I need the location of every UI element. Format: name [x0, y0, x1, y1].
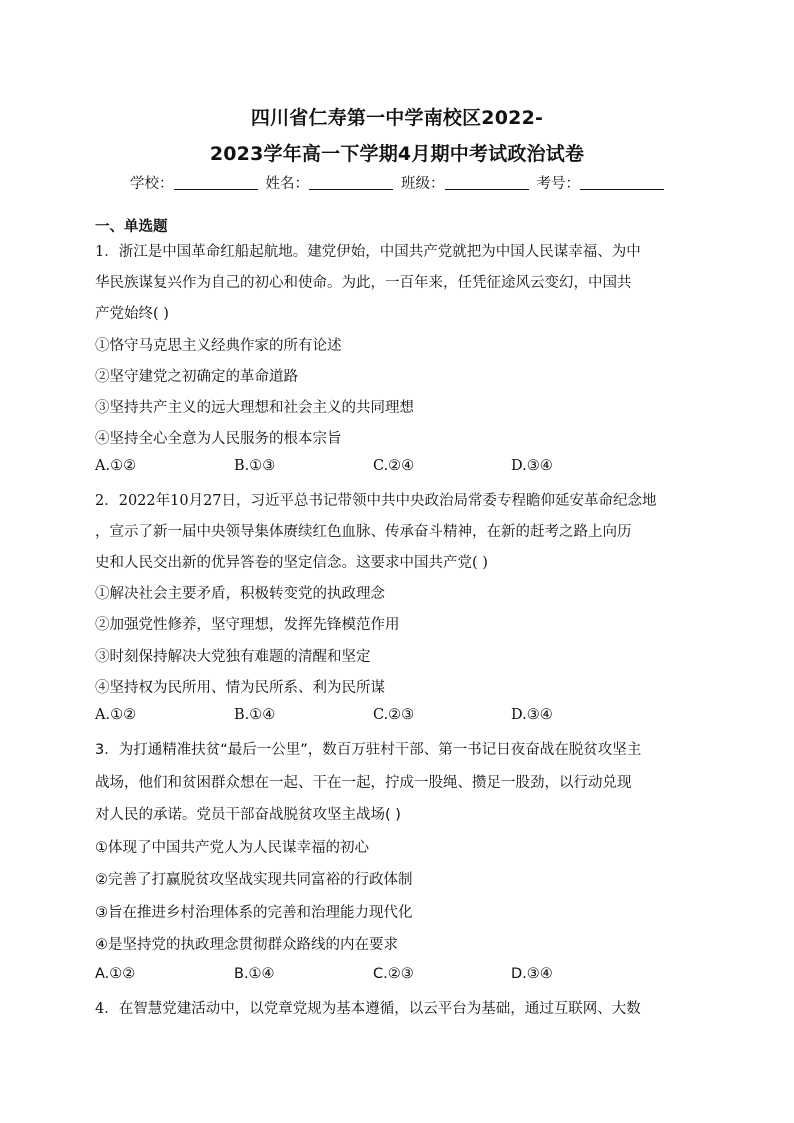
q3-item-2: ②完善了打赢脱贫攻坚战实现共同富裕的行政体制 [95, 872, 413, 888]
q3-stem-line1: 3．为打通精准扶贫“最后一公里”，数百万驻村干部、第一书记日夜奋战在脱贫攻坚主 [95, 742, 642, 758]
q1-option-a[interactable]: A.①② [95, 458, 137, 474]
q1-stem-line1: 1．浙江是中国革命红船起航地。建党伊始，中国共产党就把为中国人民谋幸福、为中 [95, 244, 641, 260]
q2-stem-line1: 2．2022年10月27日，习近平总书记带领中共中央政治局常委专程瞻仰延安革命纪念地 [95, 493, 657, 509]
q2-option-b[interactable]: B.①④ [234, 707, 276, 723]
q3-item-4: ④是坚持党的执政理念贯彻群众路线的内在要求 [95, 937, 398, 953]
q1-stem-line2: 华民族谋复兴作为自己的初心和使命。为此，一百年来，任凭征途风云变幻，中国共 [95, 275, 632, 291]
q3-stem-line2: 战场，他们和贫困群众想在一起、干在一起，拧成一股绳、攒足一股劲，以行动兑现 [95, 775, 632, 791]
q1-option-d[interactable]: D.③④ [511, 458, 553, 474]
q1-option-b[interactable]: B.①③ [234, 458, 276, 474]
q3-item-3: ③旨在推进乡村治理体系的完善和治理能力现代化 [95, 905, 413, 921]
name-blank[interactable] [309, 175, 393, 190]
q2-option-c[interactable]: C.②③ [373, 707, 415, 723]
q3-option-d[interactable]: D.③④ [511, 966, 553, 982]
section-heading: 一、单选题 [95, 219, 168, 235]
class-label: 班级： [401, 176, 445, 192]
q2-item-4: ④坚持权为民所用、情为民所系、利为民所谋 [95, 680, 385, 696]
page-title-line1: 四川省仁寿第一中学南校区2022- [250, 107, 544, 129]
q2-item-2: ②加强党性修养，坚守理想，发挥先锋模范作用 [95, 617, 400, 633]
exam-number-blank[interactable] [580, 175, 664, 190]
class-blank[interactable] [445, 175, 529, 190]
school-label: 学校： [130, 176, 174, 192]
exam-number-label: 考号： [536, 176, 580, 192]
q1-item-1: ①恪守马克思主义经典作家的所有论述 [95, 338, 342, 354]
q2-stem-line3: 史和人民交出新的优异答卷的坚定信念。这要求中国共产党( ) [95, 555, 488, 571]
q3-option-c[interactable]: C.②③ [373, 966, 414, 982]
student-info-fields [0, 172, 794, 193]
q3-item-1: ①体现了中国共产党人为人民谋幸福的初心 [95, 840, 369, 856]
school-blank[interactable] [174, 175, 258, 190]
name-label: 姓名： [265, 176, 309, 192]
q1-option-c[interactable]: C.②④ [373, 458, 415, 474]
q3-option-b[interactable]: B.①④ [234, 966, 275, 982]
q1-item-2: ②坚守建党之初确定的革命道路 [95, 369, 298, 385]
q2-option-d[interactable]: D.③④ [511, 707, 553, 723]
q1-stem-line3: 产党始终( ) [95, 306, 169, 322]
q2-stem-line2: ，宣示了新一届中央领导集体赓续红色血脉、传承奋斗精神，在新的赶考之路上向历 [95, 524, 632, 540]
q1-item-4: ④坚持全心全意为人民服务的根本宗旨 [95, 431, 342, 447]
q2-item-1: ①解决社会主要矛盾，积极转变党的执政理念 [95, 586, 385, 602]
q2-item-3: ③时刻保持解决大党独有难题的清醒和坚定 [95, 649, 371, 665]
q4-stem-line1: 4．在智慧党建活动中，以党章党规为基本遵循，以云平台为基础，通过互联网、大数 [95, 1001, 641, 1017]
q3-option-a[interactable]: A.①② [95, 966, 136, 982]
q2-option-a[interactable]: A.①② [95, 707, 137, 723]
q3-stem-line3: 对人民的承诺。党员干部奋战脱贫攻坚主战场( ) [95, 807, 401, 823]
page-title-line2: 2023学年高一下学期4月期中考试政治试卷 [209, 143, 585, 165]
q1-item-3: ③坚持共产主义的远大理想和社会主义的共同理想 [95, 400, 414, 416]
